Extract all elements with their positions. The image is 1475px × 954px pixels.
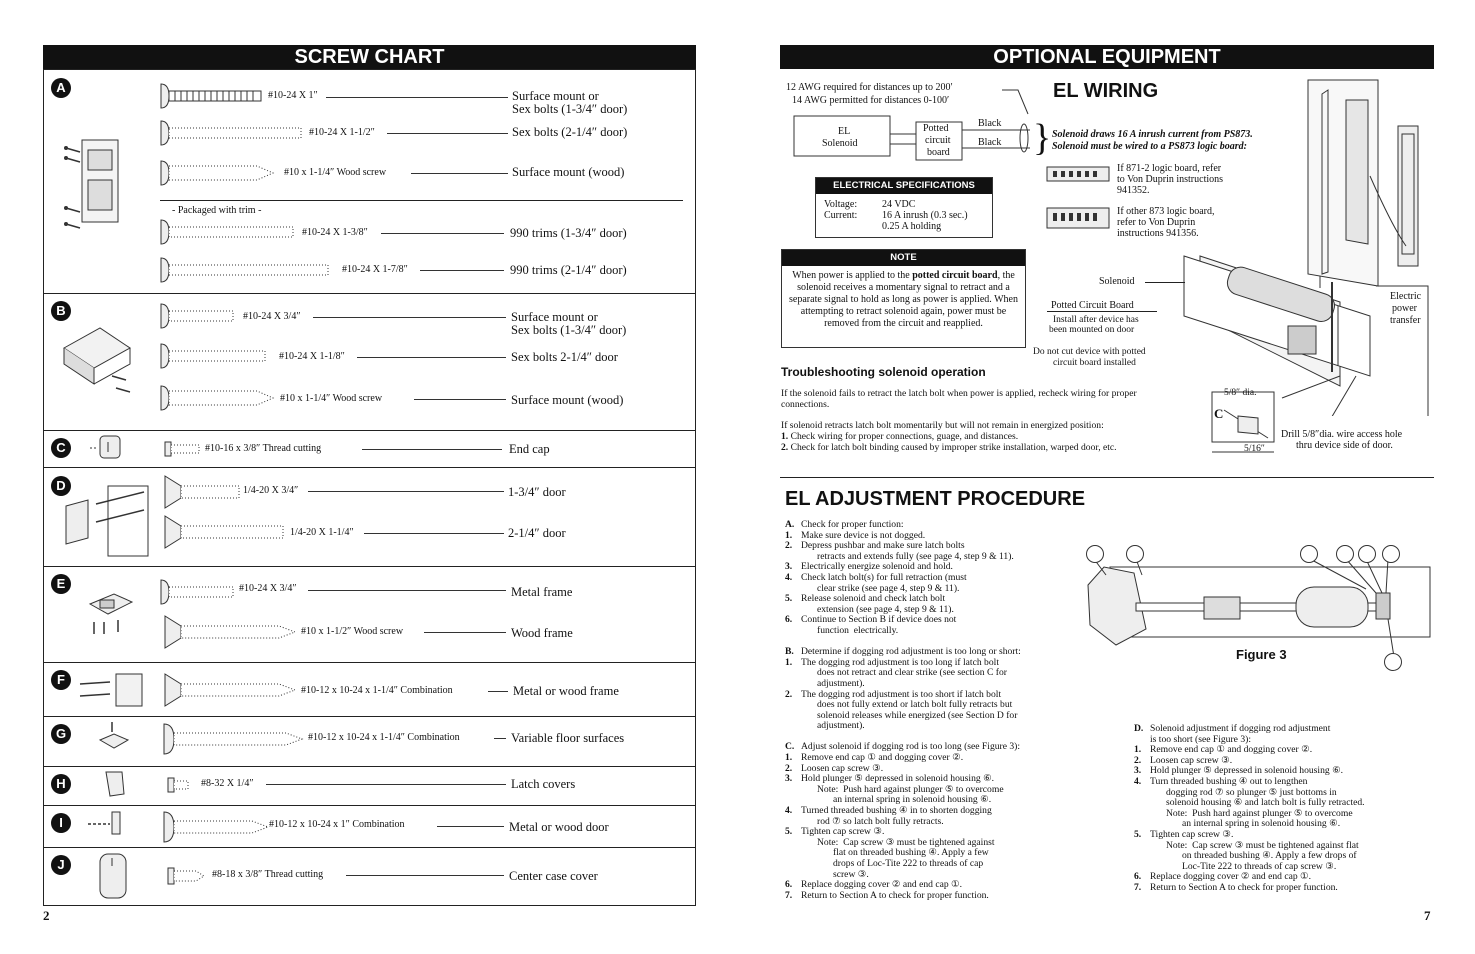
procedure-line <box>785 891 1075 902</box>
figure-callout <box>1382 545 1400 563</box>
procedure-step-number: 6. <box>785 879 793 891</box>
procedure-step-number: 7. <box>785 889 793 901</box>
leader <box>381 233 504 234</box>
angle-bracket-illustration <box>76 670 148 710</box>
use-b1-line2: Sex bolts (1-3/4″ door) <box>511 323 627 337</box>
solenoid-note-1: Solenoid draws 16 A inrush current from PS873. <box>1052 129 1253 140</box>
current-value-1: 16 A inrush (0.3 sec.) <box>882 210 968 221</box>
procedure-step-text: rod ⑦ so latch bolt fully retracts. <box>817 815 944 827</box>
procedure-step-text: an internal spring in solenoid housing ⑥. <box>833 794 992 806</box>
badge-i: I <box>51 813 71 833</box>
offset-label: 5/16″ <box>1244 444 1265 454</box>
screw-d2-drawing <box>163 514 287 550</box>
procedure-step-text: does not fully extend or latch bolt fully retracts but <box>817 699 1013 711</box>
badge-a: A <box>51 78 71 98</box>
badge-j: J <box>51 855 71 875</box>
stud-illustration <box>84 808 130 838</box>
screw-chart-title: SCREW CHART <box>43 45 696 69</box>
row-e <box>44 566 695 663</box>
use-a1-line2: Sex bolts (1-3/4″ door) <box>512 102 628 116</box>
procedure-step-text: clear strike (see page 4, step 9 & 11). <box>817 582 960 594</box>
procedure-step-number: 1. <box>785 752 793 764</box>
leader <box>437 826 504 827</box>
screw-a4-drawing <box>157 218 297 246</box>
procedure-step-text: Electrically energize solenoid and hold. <box>801 561 953 573</box>
procedure-step-number: 4. <box>785 805 793 817</box>
step-text: Check for latch bolt binding caused by improper strike installation, warped door, etc. <box>788 442 1117 453</box>
step-number: 2. <box>781 442 789 453</box>
badge-c: C <box>51 438 71 458</box>
use-a1: Surface mount or <box>512 89 599 103</box>
use-b1: Surface mount or <box>511 310 598 324</box>
adjustment-column-2 <box>1134 724 1429 894</box>
use-a2: Sex bolts (2-1/4″ door) <box>512 125 628 139</box>
label-solenoid: Solenoid <box>1099 276 1135 287</box>
use-a4: 990 trims (1-3/4″ door) <box>510 226 627 240</box>
current-label: Current: <box>824 210 858 221</box>
procedure-step-number: 1. <box>1134 744 1142 756</box>
procedure-step-text: does not retract and clear strike (see section C for <box>817 667 1007 679</box>
procedure-step-text: flat on threaded bushing ④. Apply a few <box>833 847 989 859</box>
procedure-step-text <box>801 636 803 647</box>
awg-line-2: 14 AWG permitted for distances 0-100′ <box>792 95 950 106</box>
logic-board-871-icon <box>1045 163 1111 185</box>
procedure-step-text: Determine if dogging rod adjustment is too long or short: <box>801 646 1021 658</box>
troubleshooting-heading: Troubleshooting solenoid operation <box>781 365 986 379</box>
procedure-line <box>785 721 1075 732</box>
use-i1: Metal or wood door <box>509 820 609 834</box>
logic-873-note-3: instructions 941356. <box>1117 228 1199 239</box>
procedure-step-text: Turned threaded bushing ④ in to shorten dogging <box>801 805 992 817</box>
el-wiring-heading: EL WIRING <box>1053 80 1159 102</box>
note-body <box>782 266 1025 330</box>
wire-label-black-2: Black <box>978 137 1002 148</box>
procedure-step-text: Hold plunger ⑤ depressed in solenoid housing ⑥. <box>1150 765 1344 777</box>
procedure-step-number: A. <box>785 519 795 530</box>
drill-hole-detail <box>1208 388 1278 460</box>
procedure-step-text: Replace dogging cover ② and end cap ①. <box>1150 871 1312 883</box>
screw-a1-drawing <box>157 82 265 110</box>
leader <box>411 173 508 174</box>
spec-b1: #10-24 X 3/4″ <box>243 311 301 322</box>
badge-e: E <box>51 574 71 594</box>
procedure-step-text: Replace dogging cover ② and end cap ①. <box>801 879 963 891</box>
procedure-step-number: 2. <box>1134 754 1142 766</box>
install-note-1: Install after device has <box>1053 315 1139 325</box>
screw-f1-drawing <box>163 672 299 708</box>
procedure-step-text: solenoid housing ⑥ and latch bolt is fully retracted. <box>1166 797 1365 809</box>
use-f1: Metal or wood frame <box>513 684 619 698</box>
no-cut-note-1: Do not cut device with potted <box>1033 347 1146 357</box>
spec-g1: #10-12 x 10-24 x 1-1/4″ Combination <box>308 732 460 743</box>
leader <box>387 133 508 134</box>
procedure-step-number: 1. <box>785 656 793 668</box>
procedure-step-text: The dogging rod adjustment is too short if latch bolt <box>801 688 1002 700</box>
screw-h1-drawing <box>166 776 192 794</box>
packaged-with-trim-note: - Packaged with trim - <box>172 205 262 216</box>
procedure-step-text: Return to Section A to check for proper function. <box>801 889 989 901</box>
procedure-step-text: Tighten cap screw ③. <box>801 826 885 838</box>
screw-a2-drawing <box>157 119 305 147</box>
section-divider <box>780 477 1434 478</box>
dia-label: 5/8″ dia. <box>1224 388 1257 398</box>
leader <box>1145 282 1185 283</box>
screw-a5-drawing <box>157 256 332 284</box>
wire-label-black-1: Black <box>978 118 1002 129</box>
procedure-step-text: Note: Cap screw ③ must be tightened against flat <box>1166 839 1359 851</box>
leader <box>326 97 508 98</box>
leader <box>414 399 506 400</box>
note-text-bold: potted circuit board <box>912 270 998 281</box>
screw-b3-drawing <box>157 384 277 412</box>
spec-d1: 1/4-20 X 3/4″ <box>243 485 299 496</box>
leader <box>346 875 504 876</box>
procedure-step-text: Hold plunger ⑤ depressed in solenoid housing ⑥. <box>801 773 995 785</box>
awg-line-1: 12 AWG required for distances up to 200′ <box>786 82 953 93</box>
procedure-step-text: on threaded bushing ④. Apply a few drops of <box>1182 850 1357 862</box>
procedure-step-text: function electrically. <box>817 624 899 636</box>
procedure-step-text: dogging rod ⑦ so plunger ⑤ just bottoms in <box>1166 786 1337 798</box>
el-solenoid-label-2: Solenoid <box>822 138 858 149</box>
spec-a1: #10-24 X 1″ <box>268 90 318 101</box>
leader <box>357 357 506 358</box>
procedure-step-text: adjustment). <box>817 677 865 689</box>
spec-f1: #10-12 x 10-24 x 1-1/4″ Combination <box>301 685 453 696</box>
use-j1: Center case cover <box>509 869 598 883</box>
procedure-step-number: 2. <box>785 762 793 774</box>
procedure-step-number: 6. <box>1134 871 1142 883</box>
note-text-post: , the solenoid receives a momentary signal to retract and a separate signal to hold as long as power is applied. When attempting to retract solenoid again, power must be removed from the circuit and reapplied. <box>789 270 1018 329</box>
figure-callout <box>1126 545 1144 563</box>
figure-3-label: Figure 3 <box>1236 647 1287 662</box>
leader <box>362 449 502 450</box>
leader <box>266 784 506 785</box>
procedure-step-number: 7. <box>1134 881 1142 893</box>
screw-e1-drawing <box>157 578 237 606</box>
procedure-step-text: Adjust solenoid if dogging rod is too long (see Figure 3): <box>801 741 1021 753</box>
use-c1: End cap <box>509 442 550 456</box>
screw-i1-drawing <box>160 810 272 844</box>
spec-a4: #10-24 X 1-3/8″ <box>302 227 368 238</box>
procedure-step-text: Note: Cap screw ③ must be tightened against <box>817 836 995 848</box>
logic-board-873-icon <box>1045 204 1111 232</box>
procedure-step-number: 4. <box>1134 775 1142 787</box>
procedure-step-text: Release solenoid and check latch bolt <box>801 593 946 605</box>
step-text: Check wiring for proper connections, guage, and distances. <box>788 431 1019 442</box>
electrical-specs-title: ELECTRICAL SPECIFICATIONS <box>816 178 992 194</box>
procedure-step-number: C. <box>785 741 795 753</box>
note-text-pre: When power is applied to the <box>792 270 913 281</box>
procedure-step-text: The dogging rod adjustment is too long if latch bolt <box>801 656 999 668</box>
drill-note-1: Drill 5/8″dia. wire access hole <box>1281 429 1403 440</box>
logic-871-note-3: 941352. <box>1117 185 1150 196</box>
troubleshooting-p2: If solenoid retracts latch bolt momentarily but will not remain in energized position: <box>781 420 1104 431</box>
badge-g: G <box>51 724 71 744</box>
badge-d: D <box>51 476 71 496</box>
board-label-2: circuit <box>925 135 951 146</box>
procedure-line <box>785 626 1075 637</box>
no-cut-note-2: circuit board installed <box>1053 358 1136 368</box>
use-g1: Variable floor surfaces <box>511 731 625 745</box>
procedure-step-text: Remove end cap ① and dogging cover ②. <box>1150 744 1313 756</box>
leader <box>494 738 506 739</box>
spec-d2: 1/4-20 X 1-1/4″ <box>290 527 354 538</box>
electrical-specs-box <box>815 177 993 238</box>
install-note-2: been mounted on door <box>1049 325 1135 335</box>
page-number-left: 2 <box>43 908 50 923</box>
badge-f: F <box>51 670 71 690</box>
use-d1: 1-3/4″ door <box>508 485 566 499</box>
use-h1: Latch covers <box>511 777 576 791</box>
procedure-step-number: 5. <box>785 826 793 838</box>
troubleshooting-step-1 <box>781 431 1018 442</box>
solenoid-note-2: Solenoid must be wired to a PS873 logic board: <box>1052 141 1248 152</box>
procedure-step-text: Check for proper function: <box>801 519 904 530</box>
procedure-step-number: B. <box>785 646 794 658</box>
procedure-step-text: Solenoid adjustment if dogging rod adjustment <box>1150 723 1331 734</box>
logic-871-note-1: If 871-2 logic board, refer <box>1117 163 1222 174</box>
voltage-label: Voltage: <box>824 199 858 210</box>
procedure-step-number: 5. <box>1134 828 1142 840</box>
spec-h1: #8-32 X 1/4″ <box>201 778 254 789</box>
procedure-step-text: Make sure device is not dogged. <box>801 529 926 541</box>
strike-hardware-illustration <box>58 482 153 562</box>
board-label-3: board <box>927 147 950 158</box>
label-potted-circuit-board: Potted Circuit Board <box>1051 300 1134 311</box>
spec-j1: #8-18 x 3/8″ Thread cutting <box>212 869 324 880</box>
procedure-step-number: 2. <box>785 688 793 700</box>
badge-b: B <box>51 301 71 321</box>
adjustment-column-1 <box>785 520 1075 901</box>
figure-callout <box>1336 545 1354 563</box>
screw-a3-drawing <box>157 159 277 187</box>
procedure-step-text: adjustment). <box>817 720 865 732</box>
note-title: NOTE <box>782 250 1025 266</box>
note-box <box>781 249 1026 348</box>
procedure-step-text: drops of Loc-Tite 222 to threads of cap <box>833 858 984 869</box>
screw-j1-drawing <box>166 866 206 886</box>
leader <box>308 491 504 492</box>
procedure-step-number: 3. <box>785 773 793 785</box>
procedure-step-number: 1. <box>785 529 793 541</box>
rail-hardware-illustration <box>60 318 140 398</box>
procedure-step-text: Loosen cap screw ③. <box>801 762 884 774</box>
use-e1: Metal frame <box>511 585 573 599</box>
el-adjustment-heading: EL ADJUSTMENT PROCEDURE <box>785 488 1086 510</box>
el-solenoid-label-1: EL <box>838 126 851 137</box>
procedure-step-text: Tighten cap screw ③. <box>1150 828 1234 840</box>
troubleshooting-p1: If the solenoid fails to retract the latch bolt when power is applied, recheck wiring for proper connections. <box>781 388 1137 410</box>
spec-c1: #10-16 x 3/8″ Thread cutting <box>205 443 322 454</box>
wiring-schematic <box>780 80 1050 170</box>
procedure-line <box>1134 883 1429 894</box>
procedure-step-text: solenoid releases while energized (see Section D for <box>817 709 1018 721</box>
procedure-step-text: extension (see page 4, step 9 & 11). <box>817 603 954 615</box>
floor-bracket-illustration <box>94 720 134 756</box>
procedure-step-number: 6. <box>785 614 793 626</box>
centerline-label: C <box>1214 406 1224 421</box>
procedure-step-number: 5. <box>785 593 793 605</box>
logic-871-note-2: to Von Duprin instructions <box>1117 174 1224 185</box>
end-cap-illustration <box>88 434 128 462</box>
use-b2: Sex bolts 2-1/4″ door <box>511 350 618 364</box>
screw-b1-drawing <box>157 302 237 330</box>
board-label-1: Potted <box>923 123 949 134</box>
leader <box>364 533 504 534</box>
brace-symbol: } <box>1033 117 1052 159</box>
electric-transfer-label-3: transfer <box>1390 315 1421 326</box>
door-device-illustration <box>1170 76 1432 416</box>
leader <box>488 691 508 692</box>
procedure-step-number: 4. <box>785 571 793 583</box>
leader <box>420 270 504 271</box>
screw-c1-drawing <box>163 440 203 458</box>
electric-transfer-label-1: Electric <box>1390 291 1422 302</box>
step-number: 1. <box>781 431 789 442</box>
procedure-step-number: D. <box>1134 723 1144 734</box>
figure-callout <box>1358 545 1376 563</box>
screw-g1-drawing <box>160 722 306 756</box>
screw-e2-drawing <box>163 614 299 650</box>
row-h <box>44 766 695 806</box>
figure-callout <box>1384 653 1402 671</box>
current-value-2: 0.25 A holding <box>882 221 942 232</box>
drill-note-2: thru device side of door. <box>1296 440 1393 451</box>
spec-a5: #10-24 X 1-7/8″ <box>342 264 408 275</box>
spec-e2: #10 x 1-1/2″ Wood screw <box>301 626 404 637</box>
leader <box>1047 311 1157 312</box>
procedure-step-number: 3. <box>1134 765 1142 777</box>
logic-873-note-1: If other 873 logic board, <box>1117 206 1215 217</box>
figure-callout <box>1300 545 1318 563</box>
hinge-hardware-illustration <box>62 128 142 238</box>
procedure-step-text: Continue to Section B if device does not <box>801 614 957 626</box>
spec-b3: #10 x 1-1/4″ Wood screw <box>280 393 383 404</box>
leader <box>424 632 506 633</box>
procedure-step-text: Loosen cap screw ③. <box>1150 754 1233 766</box>
procedure-step-text: an internal spring in solenoid housing ⑥. <box>1182 818 1341 830</box>
use-a5: 990 trims (2-1/4″ door) <box>510 263 627 277</box>
page-number-right: 7 <box>1424 908 1431 923</box>
figure-callout <box>1086 545 1104 563</box>
screw-b2-drawing <box>157 342 269 370</box>
procedure-step-text: Return to Section A to check for proper function. <box>1150 881 1338 893</box>
procedure-step-text: Loc-Tite 222 to threads of cap screw ③. <box>1182 860 1337 872</box>
trim-divider <box>160 200 683 201</box>
procedure-step-text: Turn threaded bushing ④ out to lengthen <box>1150 775 1308 787</box>
use-d2: 2-1/4″ door <box>508 526 566 540</box>
procedure-step-number: 3. <box>785 561 793 573</box>
spec-i1: #10-12 x 10-24 x 1″ Combination <box>269 819 405 830</box>
spec-a2: #10-24 X 1-1/2″ <box>309 127 375 138</box>
leader <box>308 590 506 591</box>
procedure-step-number: 2. <box>785 540 793 552</box>
electric-transfer-label-2: power <box>1392 303 1417 314</box>
procedure-step-text: Depress pushbar and make sure latch bolts <box>801 540 965 552</box>
latch-cover-illustration <box>100 768 130 800</box>
badge-h: H <box>51 774 71 794</box>
voltage-value: 24 VDC <box>882 199 916 210</box>
procedure-step-text: Remove end cap ① and dogging cover ②. <box>801 752 964 764</box>
bracket-hardware-illustration <box>86 586 136 642</box>
logic-873-note-2: refer to Von Duprin <box>1117 217 1196 228</box>
spec-a3: #10 x 1-1/4″ Wood screw <box>284 167 387 178</box>
procedure-step-text: Note: Push hard against plunger ⑤ to overcome <box>1166 807 1353 819</box>
use-b3: Surface mount (wood) <box>511 393 624 407</box>
troubleshooting-step-2 <box>781 442 1117 453</box>
procedure-step-text: Check latch bolt(s) for full retraction (must <box>801 571 967 583</box>
procedure-step-text <box>801 731 803 742</box>
procedure-step-text: screw ③. <box>833 868 869 880</box>
procedure-line <box>785 859 1075 870</box>
leader <box>313 317 506 318</box>
center-case-illustration <box>90 848 140 904</box>
spec-e1: #10-24 X 3/4″ <box>239 583 297 594</box>
use-a3: Surface mount (wood) <box>512 165 625 179</box>
screw-d1-drawing <box>163 474 243 510</box>
procedure-step-text: retracts and extends fully (see page 4, step 9 & 11). <box>817 550 1014 562</box>
use-e2: Wood frame <box>511 626 573 640</box>
procedure-step-text: is too short (see Figure 3): <box>1150 733 1251 745</box>
spec-b2: #10-24 X 1-1/8″ <box>279 351 345 362</box>
procedure-step-text: Note: Push hard against plunger ⑤ to overcome <box>817 783 1004 795</box>
optional-equipment-title: OPTIONAL EQUIPMENT <box>780 45 1434 69</box>
